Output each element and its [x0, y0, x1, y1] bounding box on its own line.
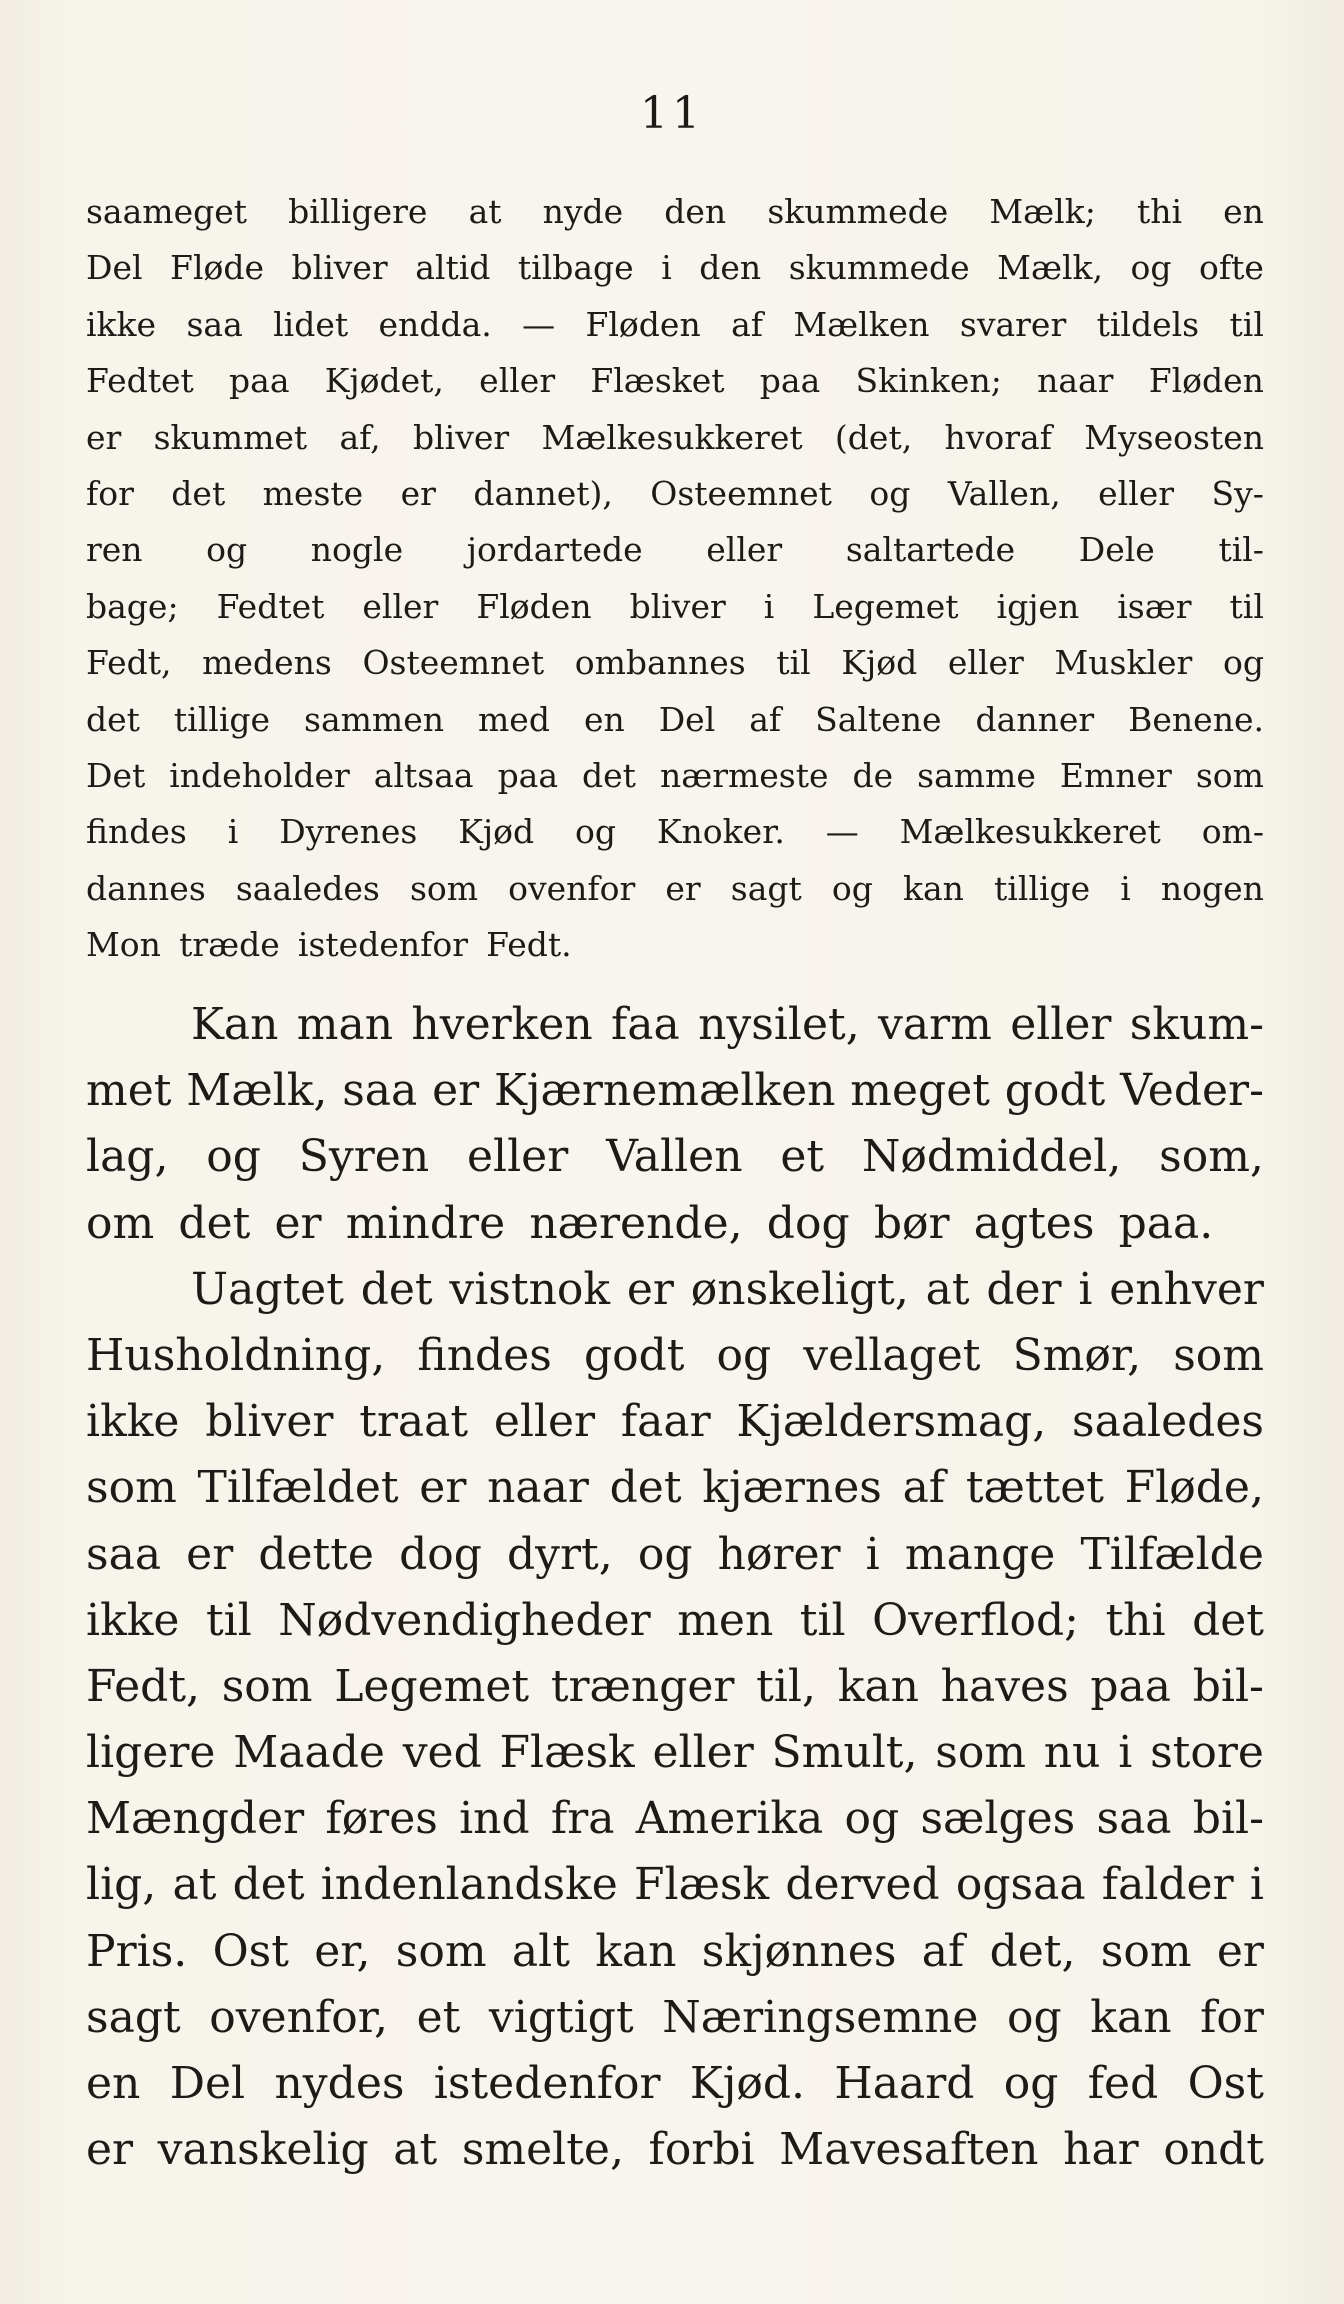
- text-line: om det er mindre nærende, dog bør agtes paa.: [86, 1197, 1214, 1249]
- page-number: 11: [640, 88, 704, 139]
- text-line: Det indeholder altsaa paa det nærmeste de samme Emner som: [86, 755, 1264, 795]
- text-line: sagt ovenfor, et vigtigt Næringsemne og kan for: [86, 1991, 1264, 2043]
- text-line: er skummet af, bliver Mælkesukkeret (det, hvoraf Myseosten: [86, 417, 1264, 457]
- text-line: Kan man hverken faa nysilet, varm eller skum-: [191, 999, 1264, 1050]
- text-line: Uagtet det vistnok er ønskeligt, at der i enhver: [191, 1263, 1264, 1315]
- text-line: som Tilfældet er naar det kjærnes af tættet Fløde,: [86, 1462, 1264, 1514]
- text-line: ikke bliver traat eller faar Kjældersmag, saaledes: [86, 1396, 1264, 1448]
- text-line: ligere Maade ved Flæsk eller Smult, som nu i store: [86, 1727, 1264, 1779]
- text-line: Fedt, medens Osteemnet ombannes til Kjød eller Muskler og: [86, 643, 1264, 683]
- text-line: en Del nydes istedenfor Kjød. Haard og fed Ost: [86, 2058, 1264, 2109]
- text-line: lag, og Syren eller Vallen et Nødmiddel, som,: [86, 1131, 1264, 1183]
- text-line: Husholdning, findes godt og vellaget Smør, som: [86, 1329, 1264, 1381]
- text-line: Fedtet paa Kjødet, eller Flæsket paa Skinken; naar Fløden: [86, 361, 1264, 401]
- text-line: bage; Fedtet eller Fløden bliver i Legemet igjen især til: [86, 586, 1264, 626]
- text-line: Mon træde istedenfor Fedt.: [86, 925, 572, 965]
- text-line: ikke saa lidet endda. — Fløden af Mælken svarer tildels til: [86, 304, 1264, 344]
- text-line: dannes saaledes som ovenfor er sagt og kan tillige i nogen: [86, 868, 1264, 908]
- text-line: met Mælk, saa er Kjærnemælken meget godt Veder-: [86, 1065, 1264, 1117]
- text-line: Fedt, som Legemet trænger til, kan haves paa bil-: [86, 1660, 1264, 1712]
- text-line: ikke til Nødvendigheder men til Overflod; thi det: [86, 1594, 1264, 1646]
- text-line: det tillige sammen med en Del af Saltene danner Benene.: [86, 699, 1264, 739]
- text-line: ren og nogle jordartede eller saltartede Dele til-: [86, 530, 1264, 570]
- text-line: Mængder føres ind fra Amerika og sælges saa bil-: [86, 1793, 1264, 1845]
- text-line: saa er dette dog dyrt, og hører i mange Tilfælde: [86, 1528, 1264, 1580]
- text-line: lig, at det indenlandske Flæsk derved ogsaa falder i: [86, 1859, 1264, 1911]
- text-line: Pris. Ost er, som alt kan skjønnes af det, som er: [86, 1925, 1264, 1977]
- text-line: er vanskelig at smelte, forbi Mavesaften har ondt: [86, 2124, 1264, 2176]
- large-print-paragraphs: [86, 992, 1264, 2183]
- text-line: for det meste er dannet), Osteemnet og Vallen, eller Sy-: [86, 473, 1264, 513]
- text-line: saameget billigere at nyde den skummede Mælk; thi en: [86, 192, 1264, 231]
- small-print-paragraph: [86, 184, 1264, 973]
- text-line: findes i Dyrenes Kjød og Knoker. — Mælkesukkeret om-: [86, 812, 1264, 852]
- text-line: Del Fløde bliver altid tilbage i den skummede Mælk, og ofte: [86, 248, 1264, 288]
